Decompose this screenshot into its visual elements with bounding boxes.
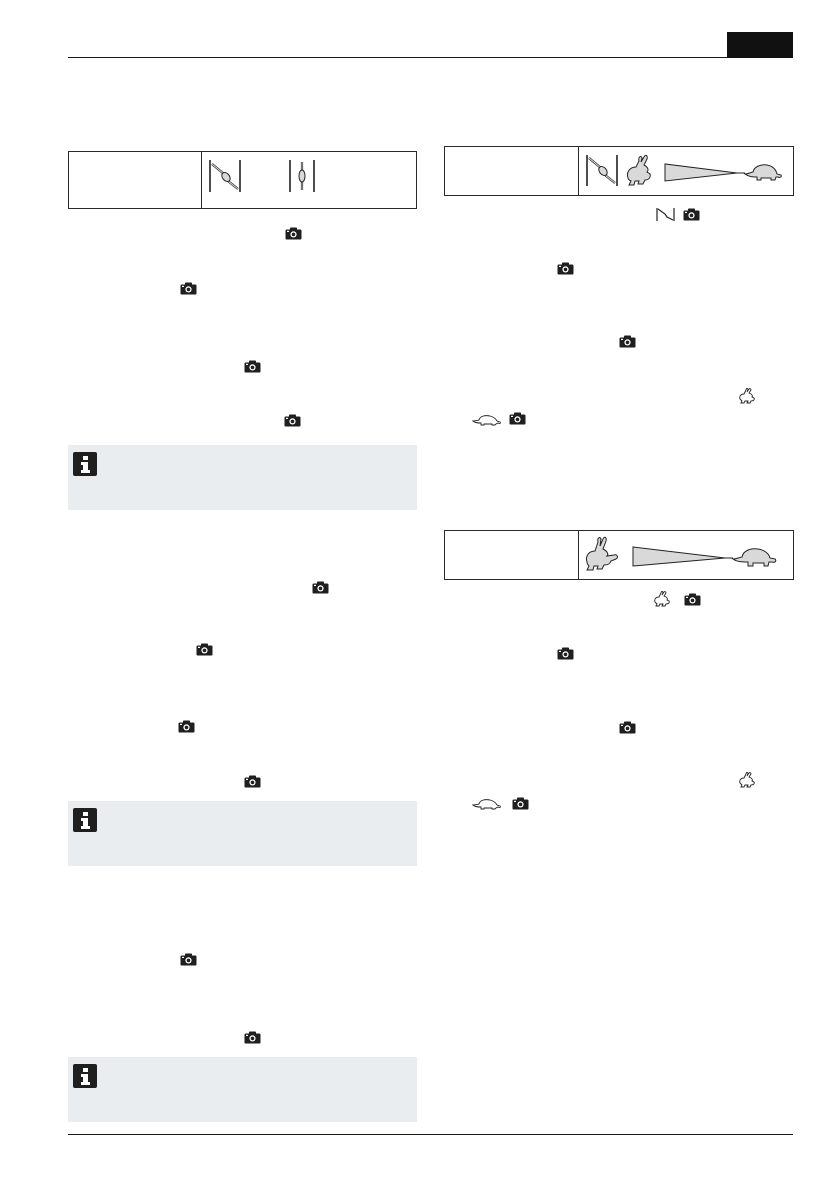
- camera-icon: [619, 721, 636, 734]
- tortoise-icon: [733, 549, 776, 566]
- info-note: [68, 445, 417, 510]
- camera-icon: [244, 775, 261, 788]
- info-note: [68, 801, 417, 866]
- camera-icon: [180, 282, 197, 295]
- camera-icon: [509, 412, 526, 425]
- camera-icon: [178, 720, 195, 733]
- rabbit-icon: [627, 155, 650, 185]
- camera-icon: [285, 227, 302, 240]
- camera-mode-table: [68, 151, 417, 209]
- rabbit-icon: [653, 591, 675, 607]
- footer-rule: [68, 1134, 793, 1135]
- camera-icon: [284, 414, 301, 427]
- rabbit-icon: [738, 772, 760, 788]
- camera-icon: [557, 262, 574, 275]
- speed-table: [444, 530, 794, 580]
- camera-icon: [683, 208, 700, 221]
- camera-icon: [180, 953, 197, 966]
- camera-mode-vertical-icon: [290, 160, 314, 192]
- camera-icon: [196, 643, 213, 656]
- camera-icon: [619, 335, 636, 348]
- tortoise-icon: [472, 414, 502, 426]
- camera-icon: [244, 360, 261, 373]
- speed-mode-table-label: [445, 147, 579, 195]
- camera-icon: [244, 1031, 261, 1044]
- tortoise-icon: [745, 165, 781, 180]
- speed-ramp-icon: [633, 547, 733, 566]
- speed-table-label: [445, 531, 579, 579]
- camera-icon: [512, 797, 529, 810]
- camera-icon: [684, 593, 701, 606]
- speed-table-symbols: [579, 531, 793, 579]
- info-note: [68, 1057, 417, 1122]
- header-rule: [68, 57, 793, 58]
- info-icon: [73, 452, 97, 476]
- info-icon: [73, 808, 97, 832]
- camera-mode-diagonal-icon: [656, 207, 675, 222]
- camera-icon: [312, 581, 329, 594]
- chapter-tab: [727, 32, 793, 58]
- camera-icon: [557, 647, 574, 660]
- tortoise-icon: [472, 798, 502, 810]
- camera-mode-table-label: [69, 152, 202, 208]
- speed-mode-table: [444, 146, 794, 196]
- speed-mode-table-symbols: [579, 147, 793, 195]
- info-icon: [73, 1064, 97, 1088]
- rabbit-icon: [586, 537, 617, 570]
- camera-mode-diagonal-icon: [210, 160, 240, 192]
- rabbit-icon: [738, 388, 760, 404]
- camera-mode-table-symbols: [202, 152, 416, 208]
- speed-ramp-icon: [665, 164, 745, 181]
- camera-mode-diagonal-icon: [587, 155, 617, 186]
